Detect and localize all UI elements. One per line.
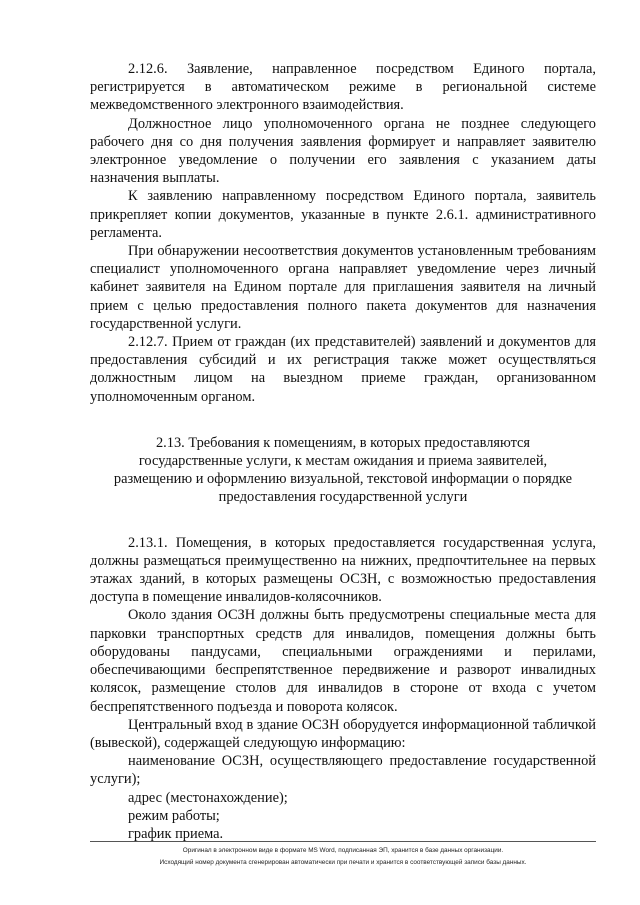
heading-line: предоставления государственной услуги	[218, 489, 468, 506]
paragraph-mismatch: При обнаружении несоответствия документов установленным требованиям специалист уполномоченного органа направляет уведомление через личный кабинет заявителя на Едином портале для приглашения заявителя на личный прием с целью предоставления полного пакета документов для назначения государственной услуги.	[90, 243, 596, 332]
document-page	[90, 60, 596, 843]
document-footer	[90, 841, 596, 869]
section-heading-2-13	[110, 434, 576, 507]
footer-line-original: Оригинал в электронном виде в формате MS Word, подписанная ЭП, хранится в базе данных организации.	[182, 847, 504, 854]
paragraph-attachments: К заявлению направленному посредством Единого портала, заявитель прикрепляет копии документов, указанные в пункте 2.6.1. административного регламента.	[90, 188, 596, 241]
heading-line: государственные услуги, к местам ожидания и приема заявителей,	[138, 453, 548, 470]
heading-line: размещению и оформлению визуальной, текстовой информации о порядке	[113, 471, 573, 488]
paragraph-notification: Должностное лицо уполномоченного органа не позднее следующего рабочего дня со дня получения заявления формирует и направляет заявителю электронное уведомление о получении его заявления с указанием даты назначения выплаты.	[90, 115, 596, 187]
list-item: наименование ОСЗН, осуществляющего предоставление государственной услуги);	[90, 753, 596, 788]
heading-line: 2.13. Требования к помещениям, в которых предоставляются	[155, 434, 531, 451]
list-item: график приема.	[128, 825, 224, 842]
paragraph-2-12-7: 2.12.7. Прием от граждан (их представителей) заявлений и документов для предоставления субсидий и их регистрация также может осуществляться должностным лицом на выездном приеме граждан, организованном уполномоченным органом.	[90, 334, 596, 405]
paragraph-central-entrance: Центральный вход в здание ОСЗН оборудуется информационной табличкой (вывеской), содержащей следующую информацию:	[90, 716, 596, 751]
list-item: режим работы;	[128, 807, 220, 824]
list-item: адрес (местонахождение);	[128, 789, 288, 806]
paragraph-2-12-6: 2.12.6. Заявление, направленное посредством Единого портала, регистрируется в автоматическом режиме в региональной системе межведомственного электронного взаимодействия.	[90, 61, 596, 114]
paragraph-2-13-1: 2.13.1. Помещения, в которых предоставляется государственная услуга, должны размещаться преимущественно на нижних, предпочтительнее на первых этажах зданий, в которых размещены ОСЗН, с возможностью предоставления доступа в помещение инвалидов-колясочников.	[90, 534, 596, 606]
paragraph-parking: Около здания ОСЗН должны быть предусмотрены специальные места для парковки транспортных средств для инвалидов, помещения должны быть оборудованы пандусами, специальными ограждениями и перилами, обеспечивающими беспрепятственное передвижение и разворот инвалидных колясок, размещение столов для инвалидов в стороне от входа с учетом беспрепятственного подъезда и поворота колясок.	[90, 607, 596, 715]
footer-line-number: Исходящий номер документа сгенерирован автоматически при печати и хранится в соответствующей записи базы данных.	[159, 859, 527, 866]
